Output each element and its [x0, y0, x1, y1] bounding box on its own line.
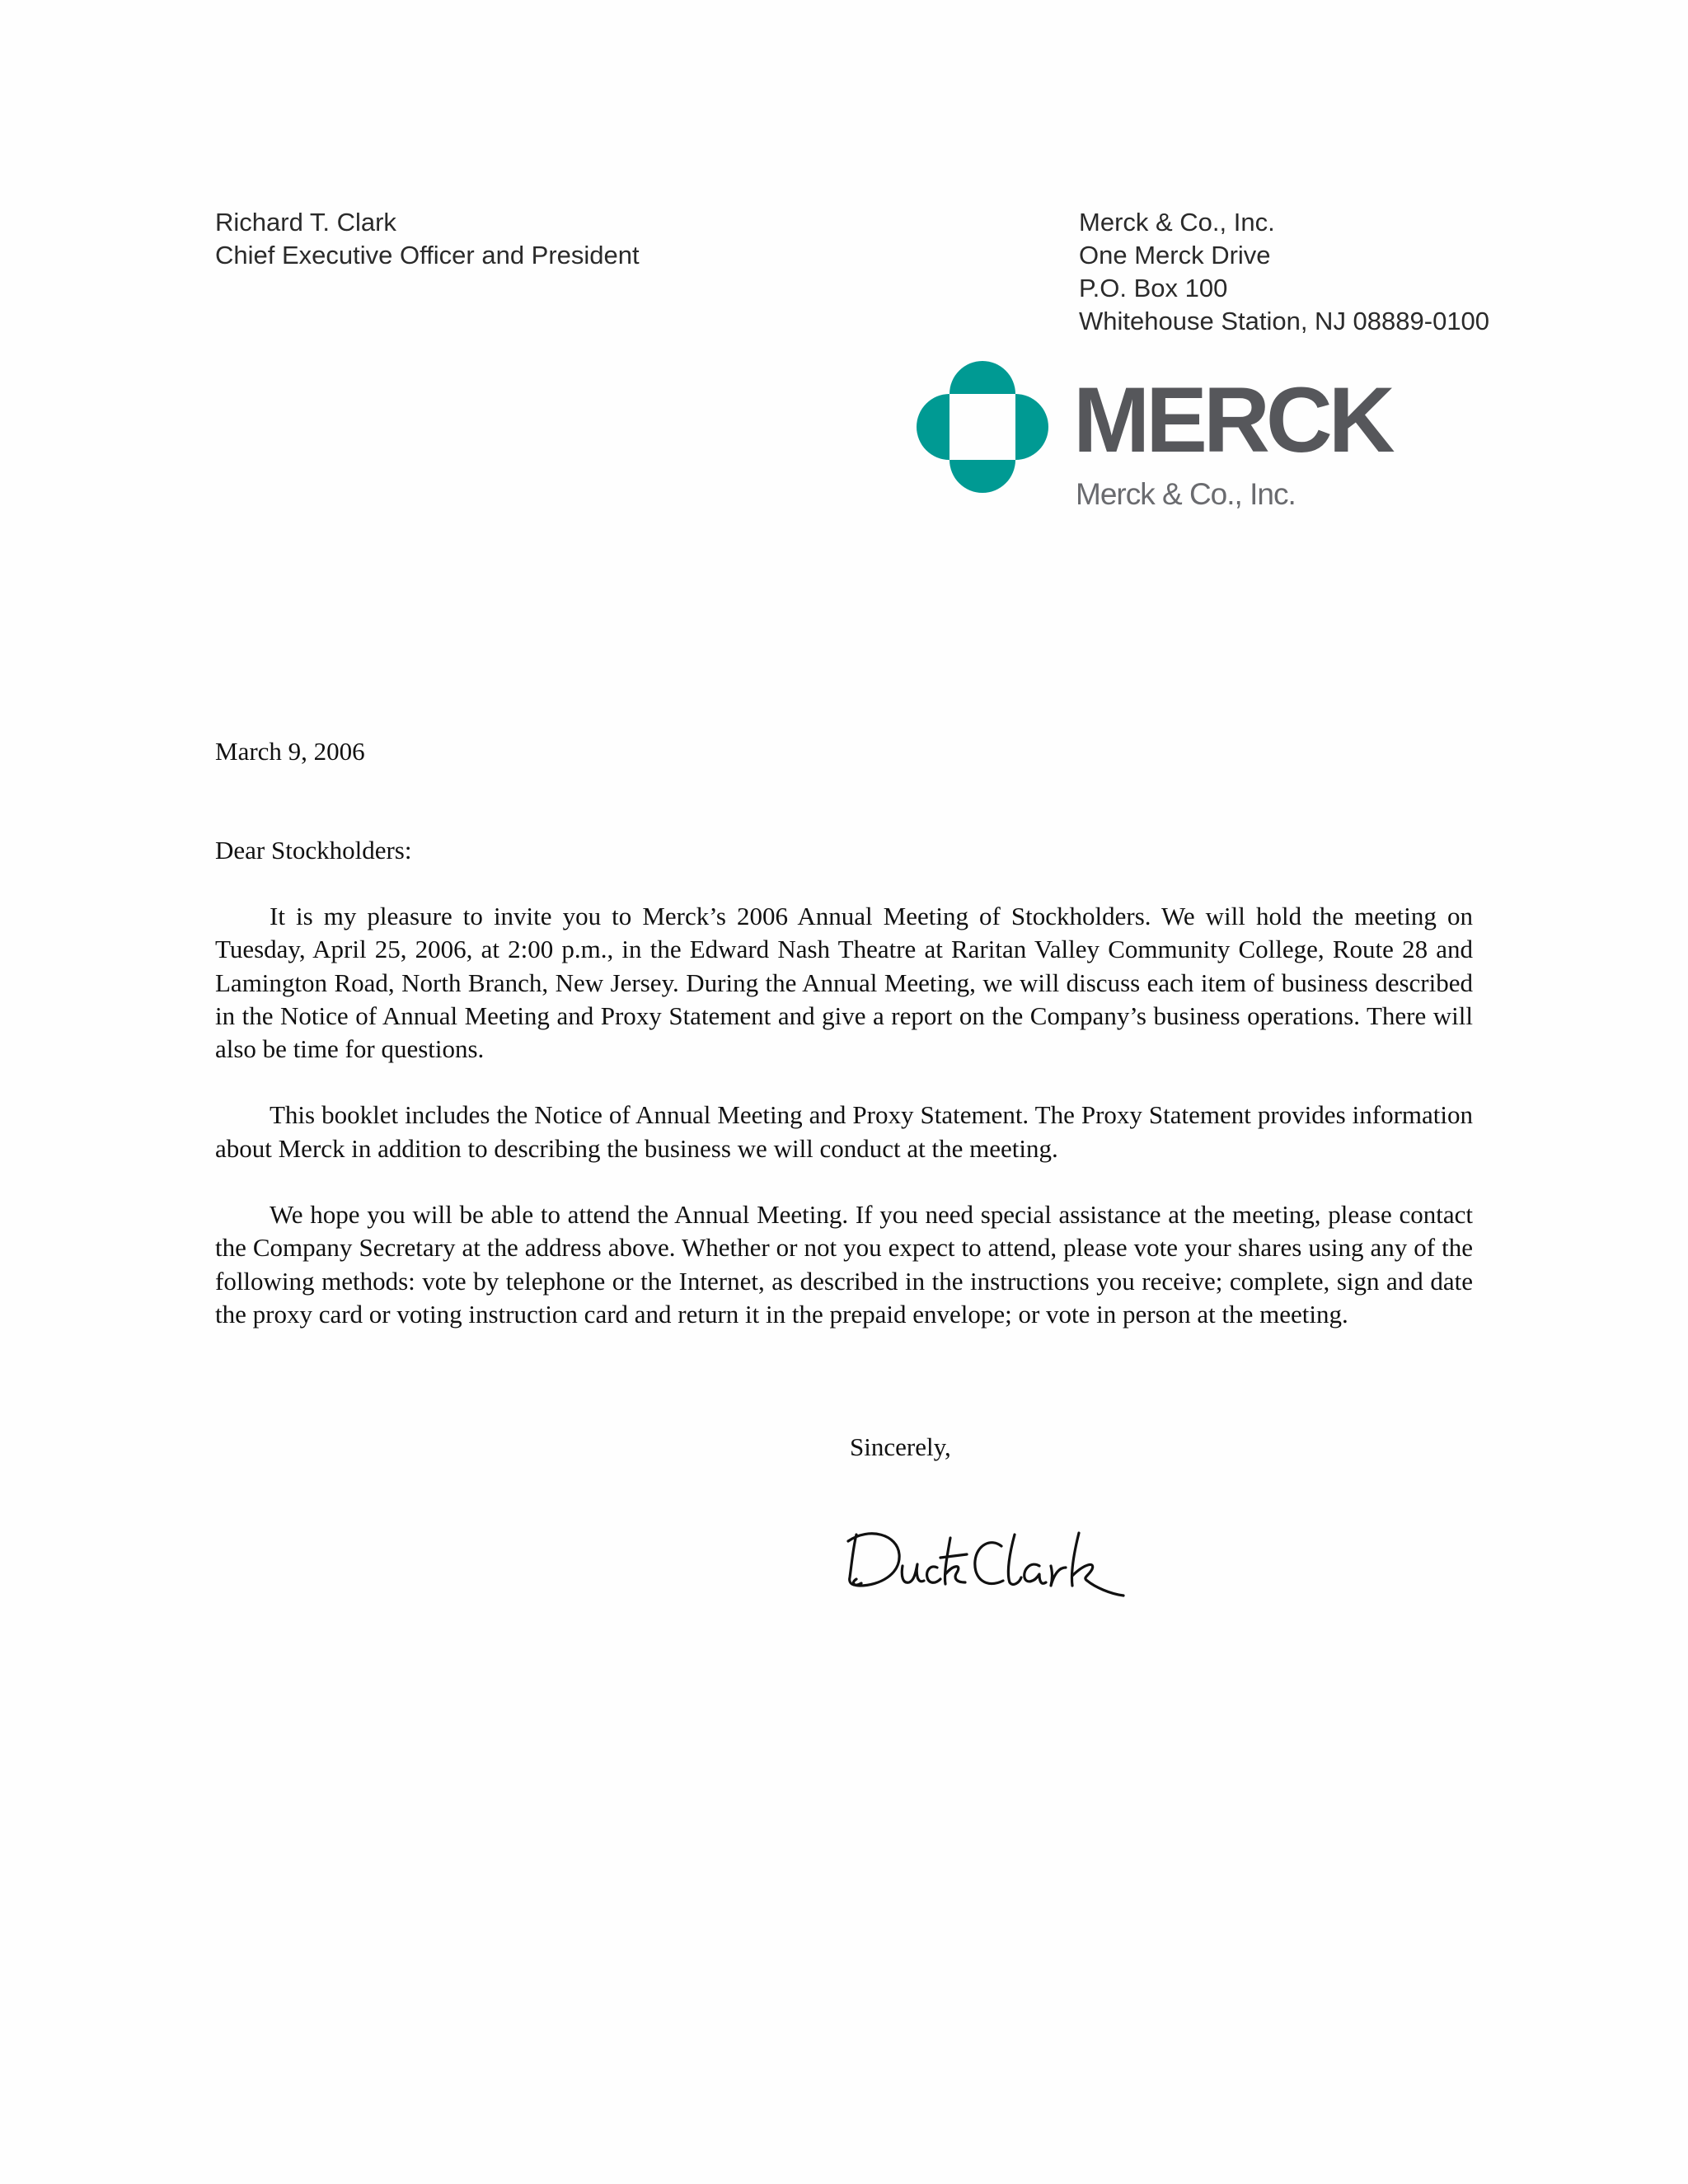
merck-logo-icon [917, 361, 1048, 493]
body-paragraph: This booklet includes the Notice of Annual Meeting and Proxy Statement. The Proxy Statement provides information about Merck in addition to describing the business we will conduct at the meeting. [215, 1100, 1473, 1163]
handwritten-signature [845, 1523, 1142, 1614]
sender-name: Richard T. Clark [215, 208, 396, 237]
letter-closing: Sincerely, [850, 1432, 951, 1461]
letter-body [215, 900, 1473, 1364]
body-paragraph: It is my pleasure to invite you to Merck’s 2006 Annual Meeting of Stockholders. We will hold the meeting on Tuesday, April 25, 2006, at 2:00 p.m., in the Edward Nash Theatre at Raritan Valley Community College, Route 28 and Lamington Road, North Branch, New Jersey. During the Annual Meeting, we will discuss each item of business described in the Notice of Annual Meeting and Proxy Statement and give a report on the Company’s business operations. There will also be time for questions. [215, 902, 1473, 1064]
address-line-city: Whitehouse Station, NJ 08889-0100 [1079, 307, 1490, 335]
letter-salutation: Dear Stockholders: [215, 836, 412, 865]
address-line-po-box: P.O. Box 100 [1079, 274, 1228, 302]
company-address-block [1079, 206, 1489, 338]
body-paragraph: We hope you will be able to attend the Annual Meeting. If you need special assistance at the meeting, please contact the Company Secretary at the address above. Whether or not you expect to attend, please vote your shares using any of the following methods: vote by telephone or the Internet, as described in the instructions you receive; complete, sign and date the proxy card or voting instruction card and return it in the prepaid envelope; or vote in person at the meeting. [215, 1200, 1473, 1329]
sender-block [215, 206, 640, 272]
logo-subtitle: Merck & Co., Inc. [1076, 477, 1296, 511]
address-line-company: Merck & Co., Inc. [1079, 208, 1275, 237]
address-line-street: One Merck Drive [1079, 241, 1271, 269]
logo-wordmark: MERCK [1073, 368, 1391, 471]
sender-title: Chief Executive Officer and President [215, 241, 640, 269]
letter-date: March 9, 2006 [215, 737, 365, 766]
